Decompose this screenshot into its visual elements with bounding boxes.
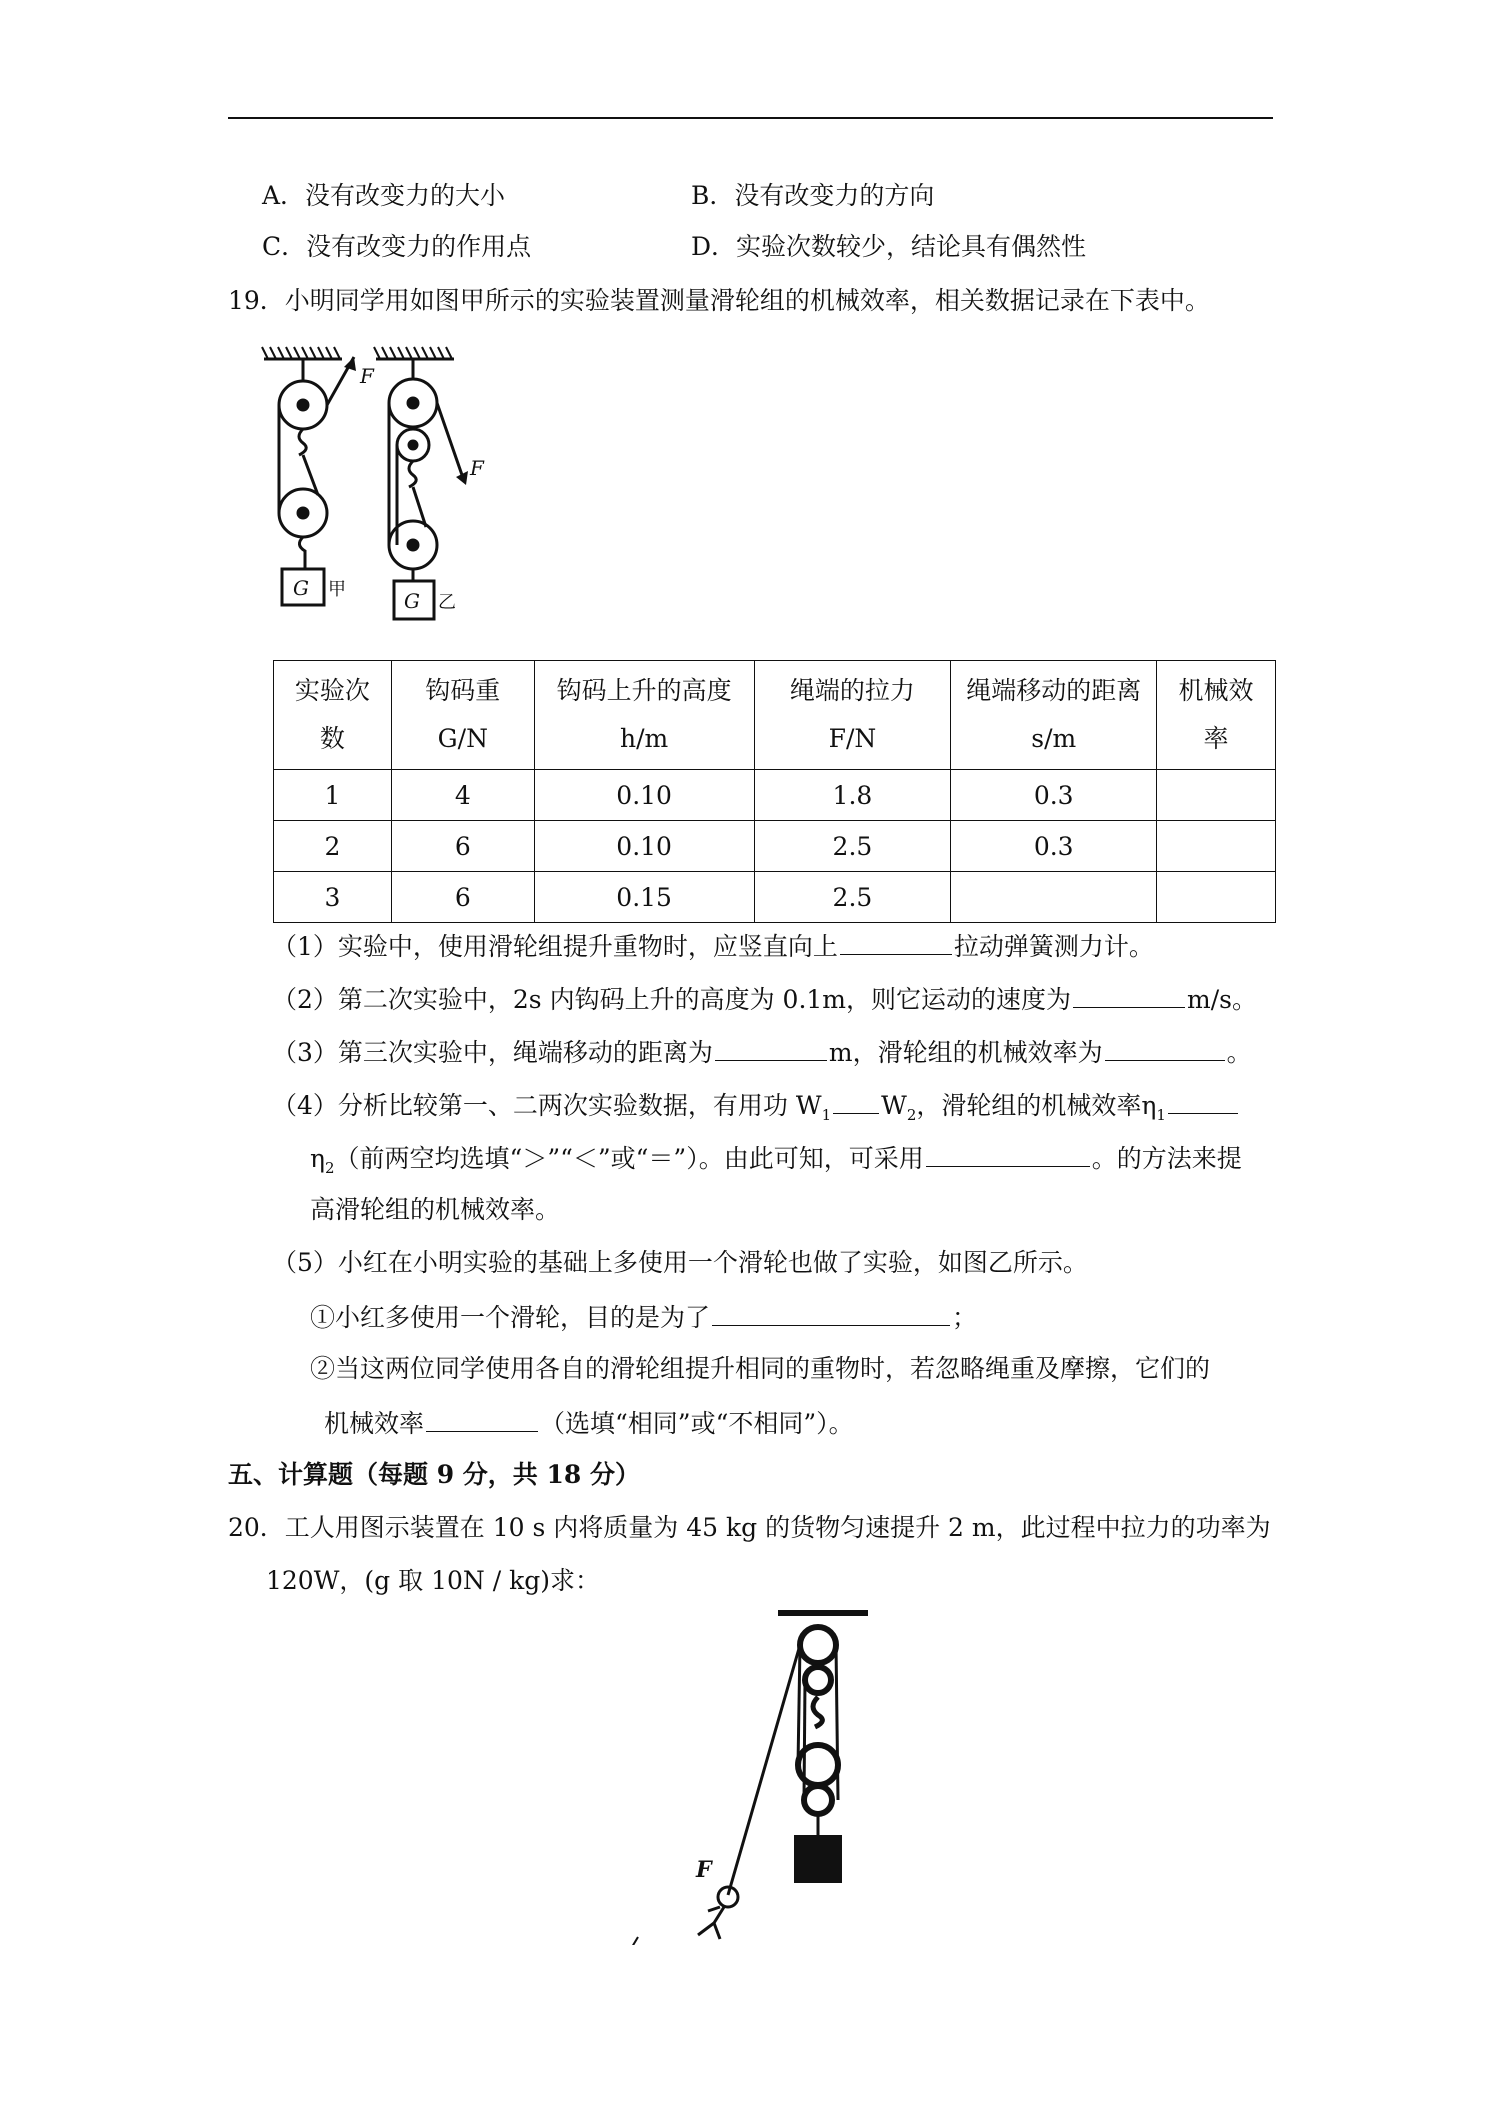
table-cell: 0.10 [534,770,754,821]
q19-stem: 19．小明同学用如图甲所示的实验装置测量滑轮组的机械效率，相关数据记录在下表中。 [228,286,1210,315]
q19-part4-line1: （4）分析比较第一、二两次实验数据，有用功 $W_1$ $W_2$，滑轮组的机械效率$\eta_1$ [272,1089,1240,1130]
worker-pulley-figure [628,1605,878,1945]
answer-blank[interactable] [712,1301,950,1326]
header-height: 钩码上升的高度 h/m [534,661,754,770]
option-d: D．实验次数较少，结论具有偶然性 [691,232,1087,261]
q19-part5-item2-line1: ②当这两位同学使用各自的滑轮组提升相同的重物时，若忽略绳重及摩擦，它们的 [310,1354,1211,1383]
table-cell: 6 [391,821,534,872]
option-c: C．没有改变力的作用点 [262,232,532,261]
weight-label-jia: G [293,576,309,600]
option-a: A．没有改变力的大小 [262,181,506,210]
table-cell: 2.5 [754,872,951,923]
answer-blank[interactable] [426,1407,538,1432]
table-cell: 0.3 [951,770,1157,821]
answer-blank[interactable] [833,1089,879,1114]
answer-blank[interactable] [715,1036,827,1061]
header-efficiency: 机械效 率 [1157,661,1276,770]
table-cell: 3 [274,872,392,923]
force-label-jia: F [360,364,374,388]
table-row [274,872,1276,923]
q19-part2: （2）第二次实验中，2s 内钩码上升的高度为 0.1m，则它运动的速度为 m/s。 [272,985,1257,1014]
table-cell: 4 [391,770,534,821]
header-rule [228,117,1273,119]
table-header-row [274,661,1276,770]
table-cell: 1 [274,770,392,821]
table-cell [1157,770,1276,821]
section-five-title: 五、计算题（每题 9 分，共 18 分） [228,1460,641,1489]
figure-label-yi: 乙 [438,592,456,613]
table-cell: 0.10 [534,821,754,872]
table-cell: 2 [274,821,392,872]
q20-line2: 120W，(g 取 10N / kg)求： [266,1566,600,1595]
weight-label-yi: G [404,589,420,613]
answer-blank[interactable] [926,1142,1090,1167]
table-cell [1157,821,1276,872]
q19-part1: （1）实验中，使用滑轮组提升重物时，应竖直向上 拉动弹簧测力计。 [272,932,1154,961]
table-cell [951,872,1157,923]
option-b: B．没有改变力的方向 [691,181,935,210]
q19-part3: （3）第三次实验中，绳端移动的距离为 m，滑轮组的机械效率为 。 [272,1038,1252,1067]
table-cell [1157,872,1276,923]
force-label: F [696,1857,712,1883]
pulley-system-yi [374,347,462,619]
header-weight: 钩码重 G/N [391,661,534,770]
table-cell: 6 [391,872,534,923]
q19-part5-item2-line2: 机械效率 （选填“相同”或“不相同”）。 [324,1409,854,1438]
answer-blank[interactable] [1105,1036,1225,1061]
q20-line1: 20．工人用图示装置在 10 s 内将质量为 45 kg 的货物匀速提升 2 m，此过程中拉力的功率为 [228,1513,1271,1542]
header-pull-force: 绳端的拉力 F/N [754,661,951,770]
header-rope-distance: 绳端移动的距离 s/m [951,661,1157,770]
table-cell: 0.15 [534,872,754,923]
pulley-system-jia [262,347,354,605]
force-label-yi: F [470,456,484,480]
pulley-systems-figure [258,345,498,635]
table-cell: 0.3 [951,821,1157,872]
table-row [274,770,1276,821]
table-cell: 1.8 [754,770,951,821]
experiment-data-table [273,660,1276,923]
header-trial: 实验次 数 [274,661,392,770]
cargo-block [794,1835,842,1883]
q19-part5: （5）小红在小明实验的基础上多使用一个滑轮也做了实验，如图乙所示。 [272,1248,1088,1277]
answer-blank[interactable] [1168,1089,1238,1114]
table-cell: 2.5 [754,821,951,872]
figure-label-jia: 甲 [328,579,346,600]
answer-blank[interactable] [840,930,952,955]
table-row [274,821,1276,872]
q19-part4-line3: 高滑轮组的机械效率。 [310,1195,561,1224]
q19-part5-item1: ①小红多使用一个滑轮，目的是为了 ； [310,1303,978,1332]
q19-part4-line2: $\eta_2$（前两空均选填“＞”“＜”或“＝”）。由此可知，可采用 。的方法来提 [310,1144,1242,1177]
answer-blank[interactable] [1073,983,1185,1008]
